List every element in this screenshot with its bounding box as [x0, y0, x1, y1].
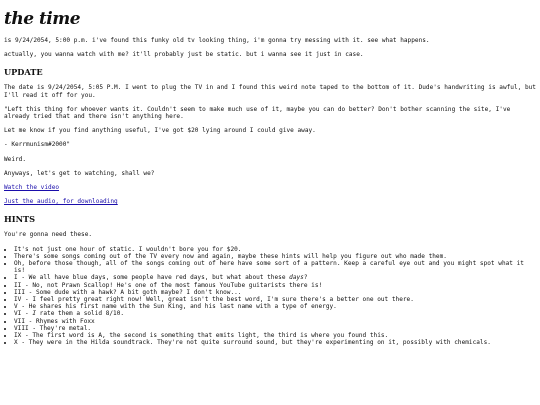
page-title: the time — [4, 9, 81, 29]
hint-item-v: • V - He shares his first name with the Sun King, and his last name with a type of energy. — [14, 303, 536, 310]
hint-item-iv: • IV - I feel pretty great right now! Well, great isn't the best word, I'm sure there's a better one out there. — [14, 296, 536, 303]
hint-text: VI - — [14, 310, 33, 318]
hint-text: rate them a solid 8/10. — [36, 310, 125, 318]
hint-item-vi — [14, 310, 536, 317]
hints-intro: You're gonna need these. — [4, 231, 93, 239]
note-paragraph-2: Let me know if you find anything useful, I've got $20 lying around I could give away. — [4, 127, 316, 135]
hint-item-ix: • IX - The first word is A, the second is something that emits light, the third is where you found this. — [14, 332, 536, 339]
hint-item: • It's not just one hour of static. I wouldn't bore you for $20. — [14, 246, 536, 253]
reaction-text: Weird. — [4, 155, 27, 163]
note-signature: - Kerrmunism#2000" — [4, 141, 71, 149]
hint-item-x: • X - They were in the Hilda soundtrack. They're not quite surround sound, but they're experimenting on it, possibly with chemicals. — [14, 339, 536, 346]
intro-paragraph-1: is 9/24/2054, 5:00 p.m. i've found this funky old tv looking thing, i'm gonna try messing with it. see what happens. — [4, 37, 430, 44]
update-heading: UPDATE — [4, 67, 43, 78]
hint-emphasis: days — [289, 274, 304, 282]
hint-item: • There's some songs coming out of the TV every now and again, maybe these hints will help you figure out who made them. — [14, 253, 536, 260]
update-paragraph-1: The date is 9/24/2054, 5:05 P.M. I went to plug the TV in and I found this weird note taped to the bottom of it. Dude's handwriting is awful, but I'll read it off for you. — [4, 84, 536, 99]
intro-paragraph-2: actually, you wanna watch with me? it'll probably just be static. but i wanna see it just in case. — [4, 51, 364, 59]
audio-download-link[interactable]: Just the audio, for downloading — [4, 198, 118, 206]
hint-emphasis: I — [32, 310, 37, 318]
hint-item-vii: • VII - Rhymes with Foxx — [14, 318, 536, 325]
hint-item-ii: • II - No, not Prawn Scallop! He's one of the most famous YouTube guitarists there is! — [14, 282, 536, 289]
hint-item: • Oh, before those though, all of the songs coming out of here have some sort of a pattern. Keep a careful eye out and you might spot what it is! — [14, 260, 536, 274]
hint-text: I - We all have blue days, some people have red days, but what about these — [14, 274, 290, 282]
hints-heading: HINTS — [4, 214, 36, 225]
hint-item-iii: • III - Some dude with a hawk? A bit goth maybe? I don't know... — [14, 289, 536, 296]
note-paragraph-1: "Left this thing for whoever wants it. Couldn't seem to make much use of it, maybe you can do better? Don't bother scanning the site, I've already tried that and there isn't anything here. — [4, 105, 511, 121]
hint-item-viii: • VIII - They're metal. — [14, 325, 536, 332]
hint-text: ? — [303, 274, 308, 282]
watch-prompt: Anyways, let's get to watching, shall we? — [4, 169, 155, 177]
hint-item-i — [14, 274, 536, 281]
hints-list — [4, 246, 536, 347]
watch-video-link[interactable]: Watch the video — [4, 184, 60, 192]
